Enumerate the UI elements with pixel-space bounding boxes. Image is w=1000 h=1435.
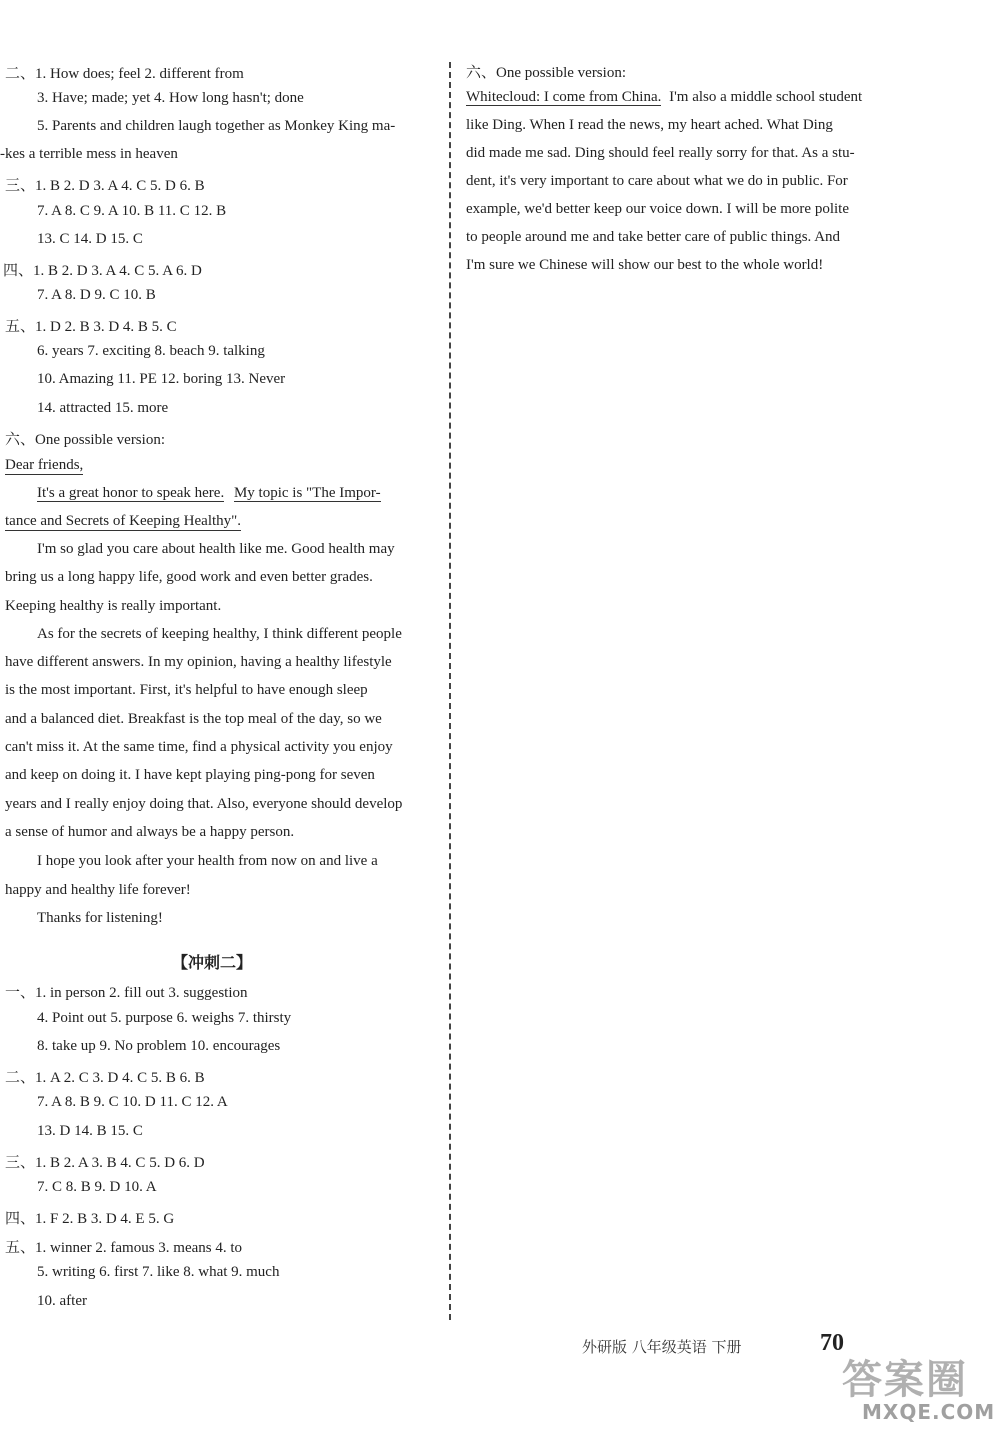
essay-line: and keep on doing it. I have kept playing ping-pong for seven: [5, 767, 375, 783]
c1-line3: 8. take up 9. No problem 10. encourages: [37, 1038, 281, 1054]
s6-heading: 六、One possible version:: [5, 432, 165, 448]
c3-line2: 7. C 8. B 9. D 10. A: [37, 1179, 157, 1195]
right-line: example, we'd better keep our voice down. I will be more polite: [466, 201, 849, 217]
c3-line1: 三、1. B 2. A 3. B 4. C 5. D 6. D: [5, 1155, 205, 1171]
right-line1: [466, 89, 862, 106]
watermark-logo: 答案圈: [842, 1357, 968, 1403]
essay-p1-sentence2: My topic is "The Impor-: [233, 485, 381, 501]
section-title: 【冲刺二】: [172, 953, 253, 972]
s4-line2: 7. A 8. D 9. C 10. B: [37, 287, 156, 303]
essay-line: I hope you look after your health from now on and live a: [37, 853, 378, 869]
right-underlined-intro: Whitecloud: I come from China.: [466, 89, 662, 105]
s3-line1: 三、1. B 2. D 3. A 4. C 5. D 6. B: [5, 178, 205, 194]
s2-line2: 3. Have; made; yet 4. How long hasn't; done: [37, 90, 304, 106]
right-line: like Ding. When I read the news, my heart ached. What Ding: [466, 117, 833, 133]
essay-greeting: Dear friends,: [5, 457, 84, 473]
s5-line1: 五、1. D 2. B 3. D 4. B 5. C: [5, 319, 177, 335]
s2-line4: -kes a terrible mess in heaven: [0, 146, 178, 162]
s2-line1: 二、1. How does; feel 2. different from: [5, 66, 244, 82]
essay-p1-line2: tance and Secrets of Keeping Healthy".: [5, 513, 242, 529]
book-info: 外研版 八年级英语 下册: [582, 1338, 742, 1356]
s5-line4: 14. attracted 15. more: [37, 400, 169, 416]
essay-line: years and I really enjoy doing that. Also, everyone should develop: [5, 796, 403, 812]
c2-line2: 7. A 8. B 9. C 10. D 11. C 12. A: [37, 1094, 228, 1110]
essay-line: have different answers. In my opinion, having a healthy lifestyle: [5, 654, 392, 670]
s3-line2: 7. A 8. C 9. A 10. B 11. C 12. B: [37, 203, 227, 219]
c1-line1: 一、1. in person 2. fill out 3. suggestion: [5, 985, 248, 1001]
right-line: I'm sure we Chinese will show our best to the whole world!: [466, 257, 824, 273]
essay-line: is the most important. First, it's helpful to have enough sleep: [5, 682, 368, 698]
page-number: 70: [820, 1330, 844, 1356]
watermark-url: MXQE.COM: [862, 1400, 996, 1424]
essay-line: I'm so glad you care about health like me. Good health may: [37, 541, 395, 557]
right-line: dent, it's very important to care about what we do in public. For: [466, 173, 848, 189]
c5-line3: 10. after: [37, 1293, 87, 1309]
essay-line: a sense of humor and always be a happy person.: [5, 824, 295, 840]
essay-p1-line1: [37, 485, 381, 502]
s2-line3: 5. Parents and children laugh together as Monkey King ma-: [37, 118, 396, 134]
essay-line: can't miss it. At the same time, find a physical activity you enjoy: [5, 739, 393, 755]
c1-line2: 4. Point out 5. purpose 6. weighs 7. thirsty: [37, 1010, 292, 1026]
right-heading: 六、One possible version:: [466, 65, 626, 81]
s3-line3: 13. C 14. D 15. C: [37, 231, 143, 247]
right-line: to people around me and take better care of public things. And: [466, 229, 841, 245]
c2-line3: 13. D 14. B 15. C: [37, 1123, 143, 1139]
right-line1-rest: I'm also a middle school student: [669, 89, 863, 105]
essay-p1-sentence1: It's a great honor to speak here.: [37, 485, 225, 501]
essay-line: and a balanced diet. Breakfast is the top meal of the day, so we: [5, 711, 382, 727]
c4-line1: 四、1. F 2. B 3. D 4. E 5. G: [5, 1211, 175, 1227]
c5-line1: 五、1. winner 2. famous 3. means 4. to: [5, 1240, 243, 1256]
s5-line3: 10. Amazing 11. PE 12. boring 13. Never: [37, 371, 286, 387]
essay-line: Keeping healthy is really important.: [5, 598, 222, 614]
s5-line2: 6. years 7. exciting 8. beach 9. talking: [37, 343, 265, 359]
essay-line: Thanks for listening!: [37, 910, 163, 926]
essay-line: bring us a long happy life, good work and even better grades.: [5, 569, 373, 585]
c2-line1: 二、1. A 2. C 3. D 4. C 5. B 6. B: [5, 1070, 205, 1086]
c5-line2: 5. writing 6. first 7. like 8. what 9. much: [37, 1264, 280, 1280]
s4-line1: 四、1. B 2. D 3. A 4. C 5. A 6. D: [3, 263, 202, 279]
column-divider: [449, 62, 451, 1320]
right-line: did made me sad. Ding should feel really sorry for that. As a stu-: [466, 145, 855, 161]
essay-line: As for the secrets of keeping healthy, I think different people: [37, 626, 402, 642]
essay-line: happy and healthy life forever!: [5, 882, 191, 898]
